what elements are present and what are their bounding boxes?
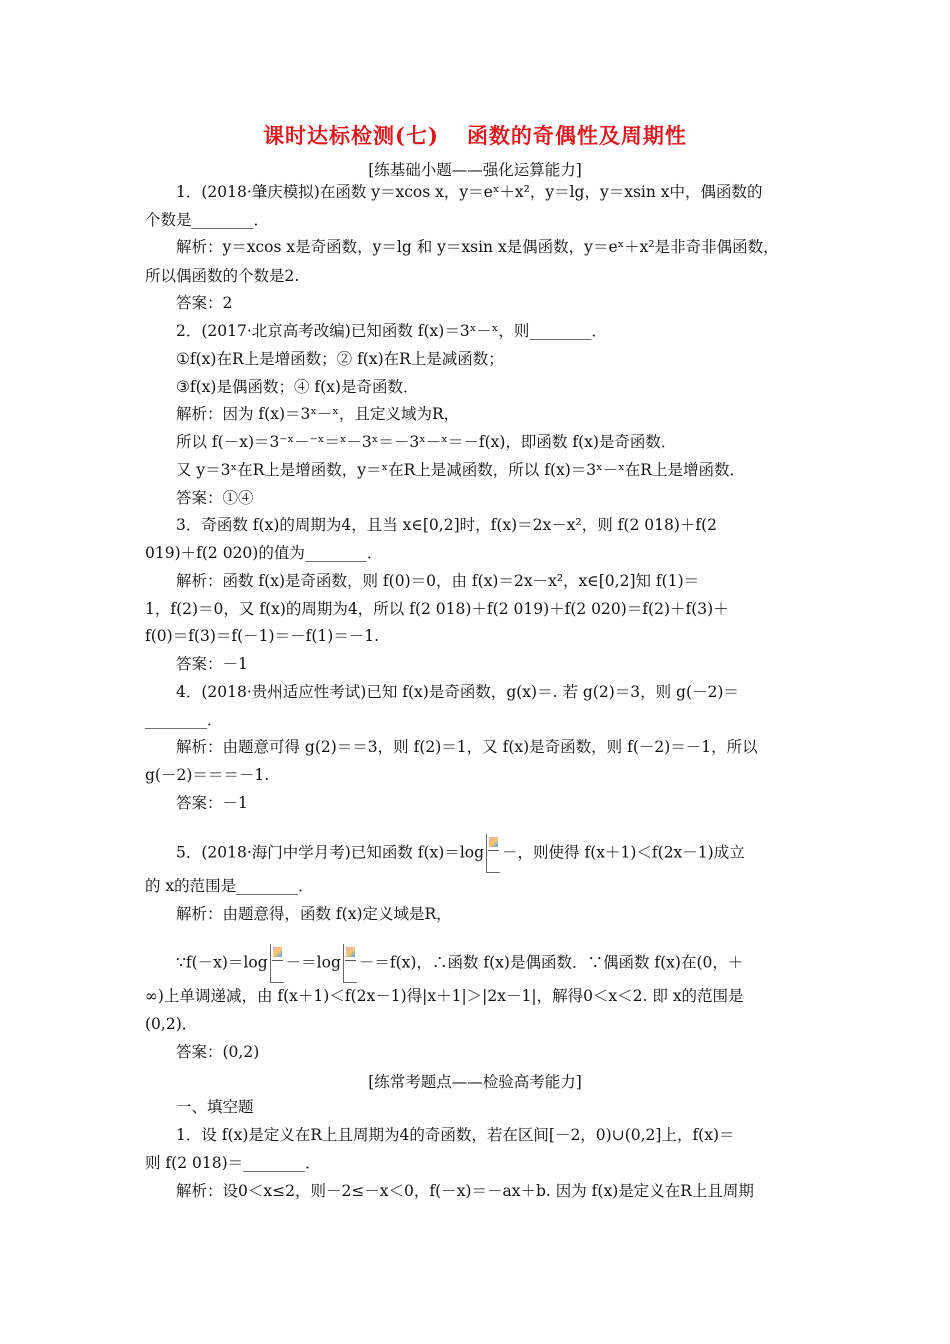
text-line: 019)＋f(2 020)的值为________． xyxy=(145,544,383,562)
text-line: (0,2)． xyxy=(145,1015,198,1033)
text-line: 答案：(0,2) xyxy=(176,1043,260,1061)
text-line: 答案：－1 xyxy=(176,794,248,812)
text-line-with-formula xyxy=(176,834,745,873)
text-line: 解析：由题意得，函数 f(x)定义域是R， xyxy=(176,905,452,923)
text-line: 答案：－1 xyxy=(176,655,248,673)
text-line: 所以偶函数的个数是2. xyxy=(145,267,300,285)
text-span: －，则使得 f(x＋1)＜f(2x－1)成立 xyxy=(502,843,745,862)
fraction-image xyxy=(270,944,284,983)
text-line: 解析：设0＜x≤2，则－2≤－x＜0，f(－x)＝－ax＋b. 因为 f(x)是定义在R上且周期 xyxy=(176,1182,754,1200)
text-line: 1．设 f(x)是定义在R上且周期为4的奇函数，若在区间[－2，0)∪(0,2]上，f(x)＝ xyxy=(176,1126,735,1144)
text-line: ③f(x)是偶函数；④ f(x)是奇函数． xyxy=(176,378,419,396)
text-line: 答案：①④ xyxy=(176,489,254,507)
text-span: 5．(2018·海门中学月考)已知函数 f(x)＝log xyxy=(176,843,485,862)
text-span: －＝log xyxy=(285,953,341,972)
text-line: g(－2)＝＝＝－1. xyxy=(145,766,270,784)
fraction-image xyxy=(343,944,357,983)
text-line: ①f(x)在R上是增函数；② f(x)在R上是减函数； xyxy=(176,350,504,368)
text-line: 一、填空题 xyxy=(176,1098,254,1116)
text-line: 个数是________． xyxy=(145,211,270,229)
text-line: 4．(2018·贵州适应性考试)已知 f(x)是奇函数，g(x)＝. 若 g(2)＝3，则 g(－2)＝ xyxy=(176,683,739,701)
page-title xyxy=(0,120,950,150)
text-line: 解析：由题意可得 g(2)＝＝3，则 f(2)＝1，又 f(x)是奇函数，则 f(－2)＝－1，所以 xyxy=(176,738,758,756)
text-line: 2．(2017·北京高考改编)已知函数 f(x)＝3ˣ－ˣ，则________． xyxy=(176,322,607,340)
text-line: 答案：2 xyxy=(176,294,233,312)
text-line: 则 f(2 018)＝________． xyxy=(145,1154,321,1172)
text-line: 解析：因为 f(x)＝3ˣ－ˣ，且定义域为R， xyxy=(176,405,460,423)
text-line: 的 x的范围是________． xyxy=(145,877,314,895)
text-line: 所以 f(－x)＝3⁻ˣ－⁻ˣ＝ˣ－3ˣ＝－3ˣ－ˣ＝－f(x)，即函数 f(x)是奇函数． xyxy=(176,433,677,451)
text-line: 解析：y＝xcos x是奇函数，y＝lg 和 y＝xsin x是偶函数，y＝eˣ＋x²是非奇非偶函数， xyxy=(176,238,779,256)
text-line: 解析：函数 f(x)是奇函数，则 f(0)＝0，由 f(x)＝2x－x²，x∈[0,2]知 f(1)＝ xyxy=(176,572,700,590)
fraction-image xyxy=(486,834,500,873)
section-heading-basic: [练基础小题——强化运算能力] xyxy=(368,161,582,179)
text-line: f(0)＝f(3)＝f(－1)＝－f(1)＝－1. xyxy=(145,627,380,645)
text-line: 1，f(2)＝0，又 f(x)的周期为4，所以 f(2 018)＋f(2 019)＋f(2 020)＝f(2)＋f(3)＋ xyxy=(145,600,729,618)
text-line: ∞)上单调递减，由 f(x＋1)＜f(2x－1)得|x＋1|＞|2x－1|，解得0＜x＜2. 即 x的范围是 xyxy=(145,987,744,1005)
text-line: 1．(2018·肇庆模拟)在函数 y＝xcos x，y＝eˣ＋x²，y＝lg，y＝xsin x中，偶函数的 xyxy=(176,183,763,201)
text-line: 3．奇函数 f(x)的周期为4，且当 x∈[0,2]时，f(x)＝2x－x²，则 f(2 018)＋f(2 xyxy=(176,516,718,534)
text-span: －＝f(x)，∴函数 f(x)是偶函数．∵偶函数 f(x)在(0，＋ xyxy=(358,953,744,972)
title-left: 课时达标检测(七) xyxy=(263,123,439,148)
text-line-with-formula xyxy=(176,944,743,983)
text-span: ∵f(－x)＝log xyxy=(176,953,268,972)
text-line: 又 y＝3ˣ在R上是增函数，y＝ˣ在R上是减函数，所以 f(x)＝3ˣ－ˣ在R上是增函数． xyxy=(176,461,745,479)
title-right: 函数的奇偶性及周期性 xyxy=(466,123,687,148)
section-heading-exam: [练常考题点——检验高考能力] xyxy=(368,1073,582,1091)
text-line: ________． xyxy=(145,711,223,729)
